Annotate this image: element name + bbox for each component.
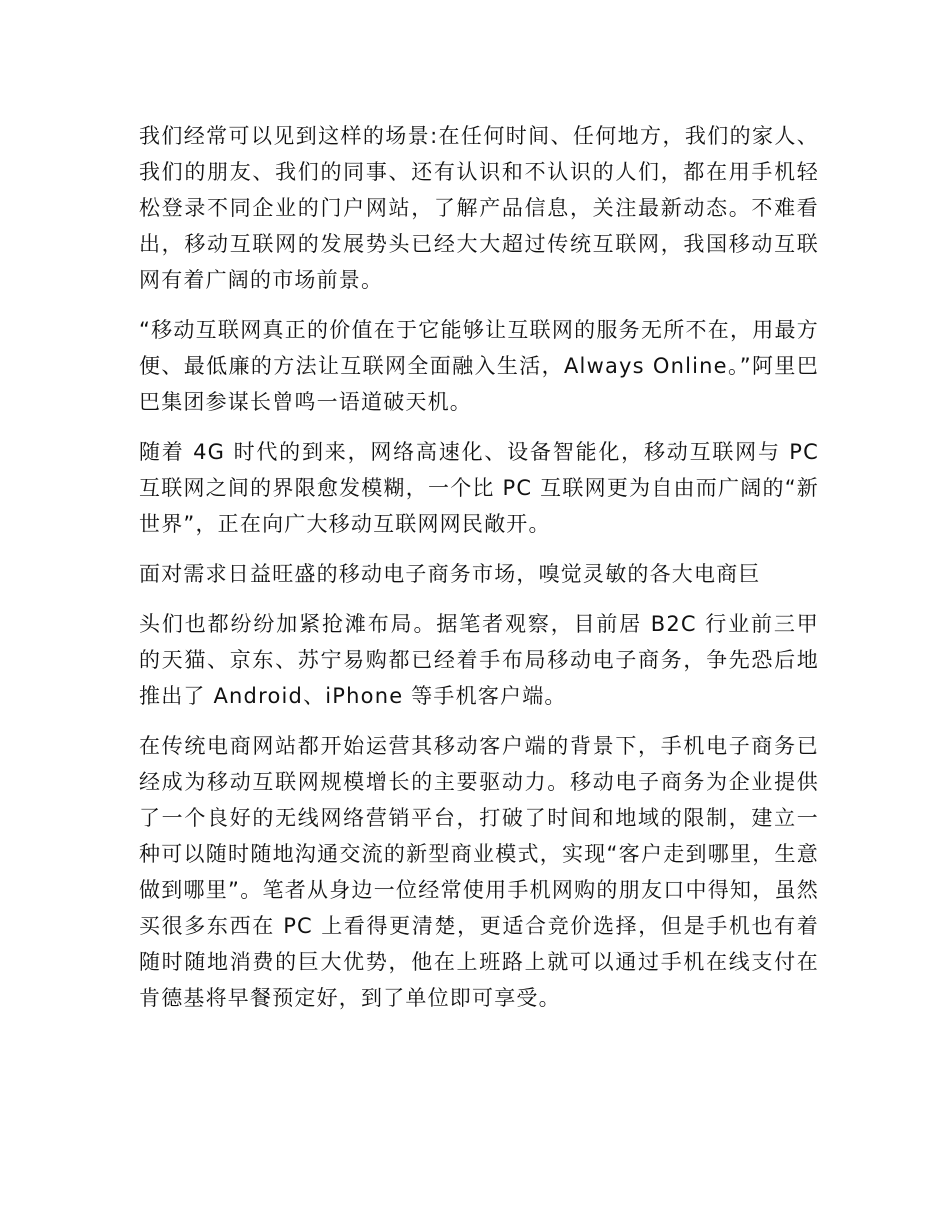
paragraph-6: 在传统电商网站都开始运营其移动客户端的背景下，手机电子商务已经成为移动互联网规模增长的主要驱动力。移动电子商务为企业提供了一个良好的无线网络营销平台，打破了时间和地域的限制，建立一种可以随时随地沟通交流的新型商业模式，实现“客户走到哪里，生意做到哪里”。笔者从身边一位经常使用手机网购的朋友口中得知，虽然买很多东西在 PC 上看得更清楚，更适合竞价选择，但是手机也有着随时随地消费的巨大优势，他在上班路上就可以通过手机在线支付在肯德基将早餐预定好，到了单位即可享受。 <box>139 734 819 1010</box>
paragraph-2: “移动互联网真正的价值在于它能够让互联网的服务无所不在，用最方便、最低廉的方法让互联网全面融入生活，Always Online。”阿里巴巴集团参谋长曾鸣一语道破天机。 <box>139 318 819 414</box>
document-page <box>139 118 819 1030</box>
paragraph-4: 面对需求日益旺盛的移动电子商务市场，嗅觉灵敏的各大电商巨 <box>139 562 761 586</box>
paragraph-1: 我们经常可以见到这样的场景:在任何时间、任何地方，我们的家人、我们的朋友、我们的同事、还有认识和不认识的人们，都在用手机轻松登录不同企业的门户网站，了解产品信息，关注最新动态。不难看出，移动互联网的发展势头已经大大超过传统互联网，我国移动互联网有着广阔的市场前景。 <box>139 124 819 292</box>
paragraph-3: 随着 4G 时代的到来，网络高速化、设备智能化，移动互联网与 PC 互联网之间的界限愈发模糊，一个比 PC 互联网更为自由而广阔的“新世界”，正在向广大移动互联网网民敞开。 <box>139 440 819 536</box>
paragraph-5: 头们也都纷纷加紧抢滩布局。据笔者观察，目前居 B2C 行业前三甲的天猫、京东、苏宁易购都已经着手布局移动电子商务，争先恐后地推出了 Android、iPhone 等手机客户端。 <box>139 612 819 708</box>
